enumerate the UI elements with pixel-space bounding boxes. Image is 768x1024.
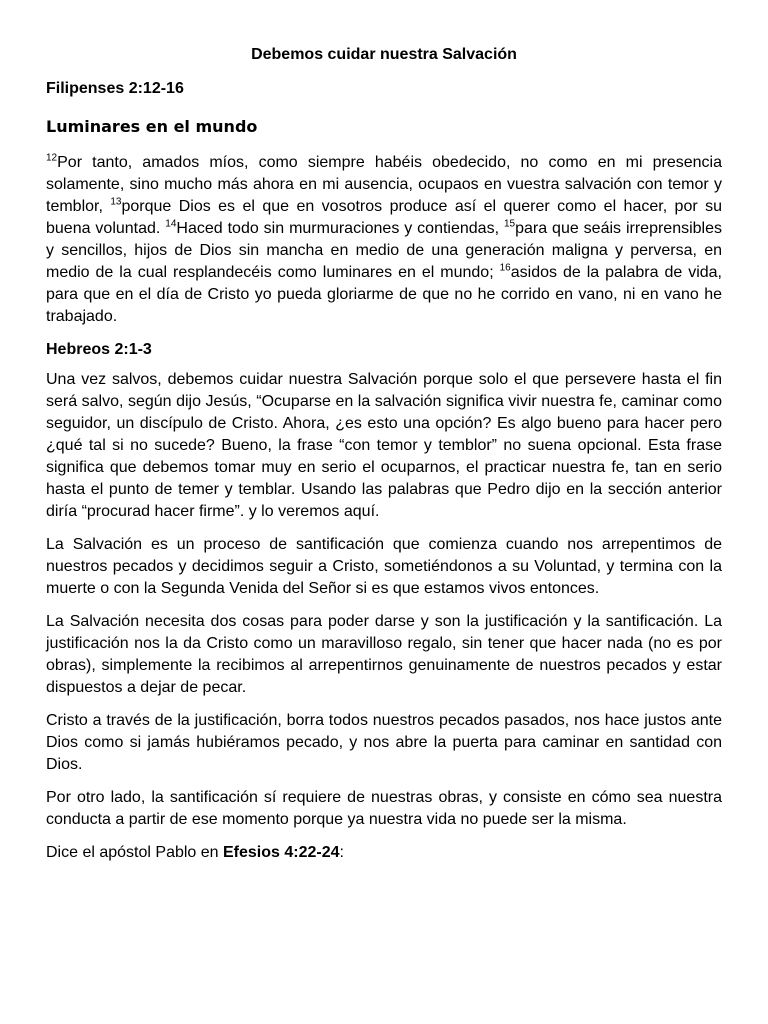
scripture-passage <box>46 152 722 328</box>
document-title: Debemos cuidar nuestra Salvación <box>251 46 517 63</box>
section-subheading: Luminares en el mundo <box>46 117 258 136</box>
scripture-reference-efesios: Efesios 4:22-24 <box>223 844 340 861</box>
document-page <box>46 44 722 875</box>
verse-text: Haced todo sin murmuraciones y contiendas, <box>176 220 504 237</box>
verse-number: 15 <box>503 218 516 230</box>
verse-number: 16 <box>499 262 511 274</box>
verse-text: porque Dios es el que en vosotros produce así el querer como el hacer, por su buena voluntad. <box>46 198 723 237</box>
closing-line-prefix: Dice el apóstol Pablo en <box>46 844 223 861</box>
verse-number: 13 <box>110 196 122 208</box>
verse-text: para que seáis irreprensibles y sencillos, hijos de Dios sin mancha en medio de una generación maligna y perversa, en medio de la cual resplandecéis como luminares en el mundo; <box>46 220 723 281</box>
scripture-reference-filipenses: Filipenses 2:12-16 <box>46 80 184 97</box>
closing-line <box>46 842 722 864</box>
body-paragraph: La Salvación necesita dos cosas para poder darse y son la justificación y la santificación. La justificación nos la da Cristo como un maravilloso regalo, sin tener que hacer nada (no es por obras), simplemente la recibimos al arrepentirnos genuinamente de nuestros pecados y estar dispuestos a dejar de pecar. <box>46 613 722 696</box>
body-paragraph: Cristo a través de la justificación, borra todos nuestros pecados pasados, nos hace justos ante Dios como si jamás hubiéramos pecado, y nos abre la puerta para caminar en santidad con Dios. <box>46 712 722 773</box>
scripture-reference-hebreos: Hebreos 2:1-3 <box>46 341 152 358</box>
body-paragraph: Por otro lado, la santificación sí requiere de nuestras obras, y consiste en cómo sea nuestra conducta a partir de ese momento porque ya nuestra vida no puede ser la misma. <box>46 789 722 828</box>
body-paragraph: Una vez salvos, debemos cuidar nuestra Salvación porque solo el que persevere hasta el fin será salvo, según dijo Jesús, “Ocuparse en la salvación significa vivir nuestra fe, caminar como seguidor, un discípulo de Cristo. Ahora, ¿es esto una opción? Es algo bueno para hacer pero ¿qué tal si no sucede? Bueno, la frase “con temor y temblor” no suena opcional. Esta frase significa que debemos tomar muy en serio el ocuparnos, el practicar nuestra fe, tan en serio hasta el punto de temer y temblar. Usando las palabras que Pedro dijo en la sección anterior diría “procurad hacer firme”. y lo veremos aquí. <box>46 371 722 520</box>
verse-number: 14 <box>165 218 177 230</box>
verse-text: asidos de la palabra de vida, para que en el día de Cristo yo pueda gloriarme de que no he corrido en vano, ni en vano he trabajado. <box>46 264 722 325</box>
verse-number: 12 <box>46 152 58 164</box>
closing-line-suffix: : <box>339 844 344 861</box>
body-paragraph: La Salvación es un proceso de santificación que comienza cuando nos arrepentimos de nuestros pecados y decidimos seguir a Cristo, sometiéndonos a su Voluntad, y termina con la muerte o con la Segunda Venida del Señor si es que estamos vivos entonces. <box>46 536 722 597</box>
verse-text: Por tanto, amados míos, como siempre habéis obedecido, no como en mi presencia solamente, sino mucho más ahora en mi ausencia, ocupaos en vuestra salvación con temor y temblor, <box>46 154 722 215</box>
